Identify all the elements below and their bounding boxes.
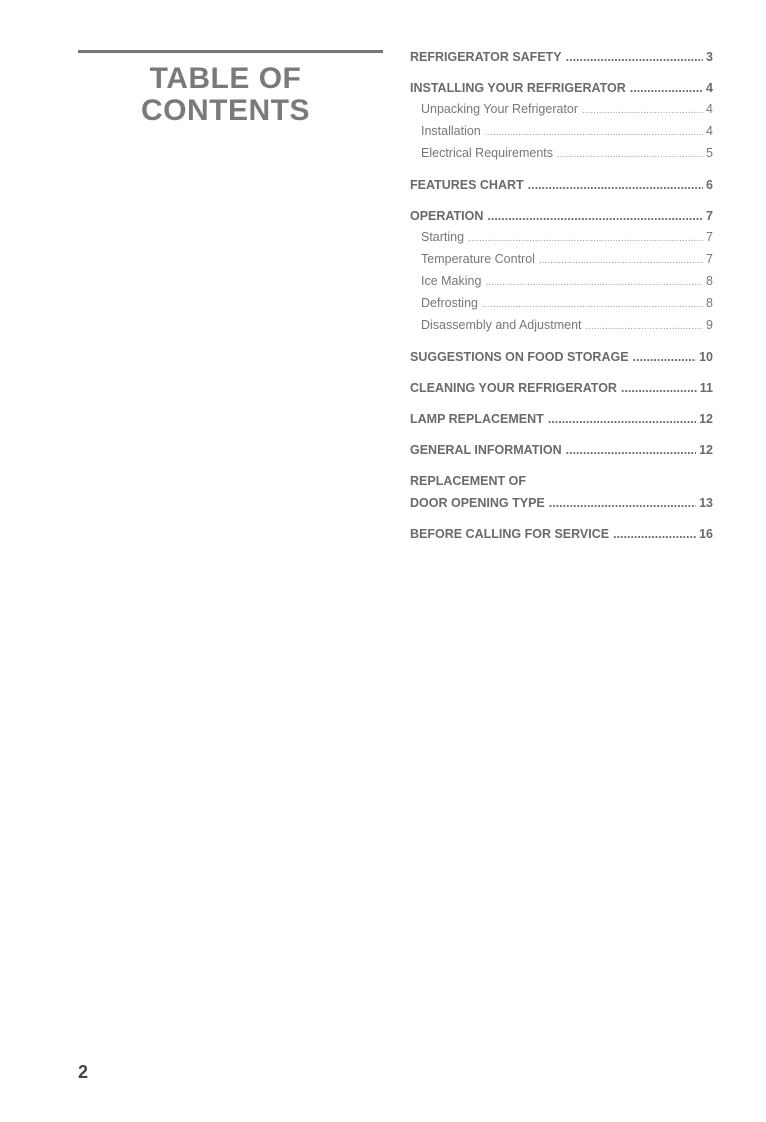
toc-entry-label: BEFORE CALLING FOR SERVICE xyxy=(410,527,610,541)
toc-entry-refrigerator-safety[interactable] xyxy=(410,47,713,67)
toc-entry-label: Starting xyxy=(421,230,465,244)
toc-entry-page: 7 xyxy=(706,209,713,223)
toc-entry-food-storage[interactable] xyxy=(410,347,713,367)
page-title-line-2: CONTENTS xyxy=(141,94,310,127)
dot-leader xyxy=(468,226,703,248)
toc-entry-installation[interactable] xyxy=(410,120,713,142)
toc-entry-operation[interactable] xyxy=(410,206,713,226)
toc-entry-page: 9 xyxy=(706,318,713,332)
toc-entry-page: 3 xyxy=(706,50,713,64)
toc-entry-cleaning[interactable] xyxy=(410,378,713,398)
dot-leader xyxy=(586,314,704,336)
dot-leader xyxy=(621,378,697,398)
toc-entry-starting[interactable] xyxy=(410,226,713,248)
page-title-line-1: TABLE OF xyxy=(149,62,302,95)
page-number: 2 xyxy=(78,1062,89,1082)
dot-leader xyxy=(566,47,703,67)
toc-entry-label: FEATURES CHART xyxy=(410,178,524,192)
title-block xyxy=(78,50,383,127)
toc-entry-label: DOOR OPENING TYPE xyxy=(410,496,545,510)
dot-leader xyxy=(487,206,703,226)
toc-entry-page: 12 xyxy=(699,443,713,457)
toc-entry-door-opening-type[interactable] xyxy=(410,493,713,513)
toc-entry-general-information[interactable] xyxy=(410,440,713,460)
toc-entry-page: 5 xyxy=(706,146,713,160)
dot-leader xyxy=(482,292,703,314)
toc-entry-label: SUGGESTIONS ON FOOD STORAGE xyxy=(410,350,629,364)
toc-entry-disassembly[interactable] xyxy=(410,314,713,336)
toc-entry-page: 7 xyxy=(706,252,713,266)
toc-entry-page: 13 xyxy=(699,496,713,510)
table-of-contents xyxy=(410,47,713,544)
toc-entry-features-chart[interactable] xyxy=(410,175,713,195)
toc-entry-label: Installation xyxy=(421,124,481,138)
toc-entry-defrosting[interactable] xyxy=(410,292,713,314)
toc-entry-label: Disassembly and Adjustment xyxy=(421,318,582,332)
toc-entry-label: Defrosting xyxy=(421,296,478,310)
dot-leader xyxy=(633,347,697,367)
toc-entry-page: 11 xyxy=(699,381,713,395)
dot-leader xyxy=(485,120,703,142)
toc-entry-label: Ice Making xyxy=(421,274,482,288)
dot-leader xyxy=(557,142,703,164)
toc-entry-page: 12 xyxy=(699,412,713,426)
dot-leader xyxy=(566,440,696,460)
toc-entry-page: 4 xyxy=(706,81,713,95)
dot-leader xyxy=(539,248,703,270)
toc-entry-ice-making[interactable] xyxy=(410,270,713,292)
toc-entry-label: OPERATION xyxy=(410,209,484,223)
dot-leader xyxy=(548,409,696,429)
page-title xyxy=(78,63,383,127)
toc-entry-label: Temperature Control xyxy=(421,252,535,266)
toc-entry-replacement-of[interactable] xyxy=(410,471,713,491)
toc-entry-label: REPLACEMENT OF xyxy=(410,474,526,488)
toc-entry-page: 8 xyxy=(706,274,713,288)
toc-entry-page: 4 xyxy=(706,102,713,116)
toc-entry-label: INSTALLING YOUR REFRIGERATOR xyxy=(410,81,626,95)
dot-leader xyxy=(582,98,703,120)
toc-entry-page: 8 xyxy=(706,296,713,310)
dot-leader xyxy=(613,524,696,544)
toc-entry-page: 6 xyxy=(706,178,713,192)
toc-entry-page: 10 xyxy=(699,350,713,364)
toc-entry-temperature-control[interactable] xyxy=(410,248,713,270)
dot-leader xyxy=(528,175,703,195)
toc-entry-lamp-replacement[interactable] xyxy=(410,409,713,429)
toc-entry-label: Unpacking Your Refrigerator xyxy=(421,102,579,116)
toc-entry-electrical[interactable] xyxy=(410,142,713,164)
toc-entry-before-calling[interactable] xyxy=(410,524,713,544)
toc-entry-label: LAMP REPLACEMENT xyxy=(410,412,544,426)
title-rule xyxy=(78,50,383,53)
toc-entry-label: CLEANING YOUR REFRIGERATOR xyxy=(410,381,617,395)
dot-leader xyxy=(485,270,703,292)
toc-entry-label: REFRIGERATOR SAFETY xyxy=(410,50,562,64)
toc-entry-label: GENERAL INFORMATION xyxy=(410,443,562,457)
toc-entry-page: 7 xyxy=(706,230,713,244)
toc-entry-installing[interactable] xyxy=(410,78,713,98)
toc-entry-page: 16 xyxy=(699,527,713,541)
toc-entry-page: 4 xyxy=(706,124,713,138)
toc-entry-unpacking[interactable] xyxy=(410,98,713,120)
toc-entry-label: Electrical Requirements xyxy=(421,146,553,160)
dot-leader xyxy=(549,493,696,513)
dot-leader xyxy=(630,78,703,98)
